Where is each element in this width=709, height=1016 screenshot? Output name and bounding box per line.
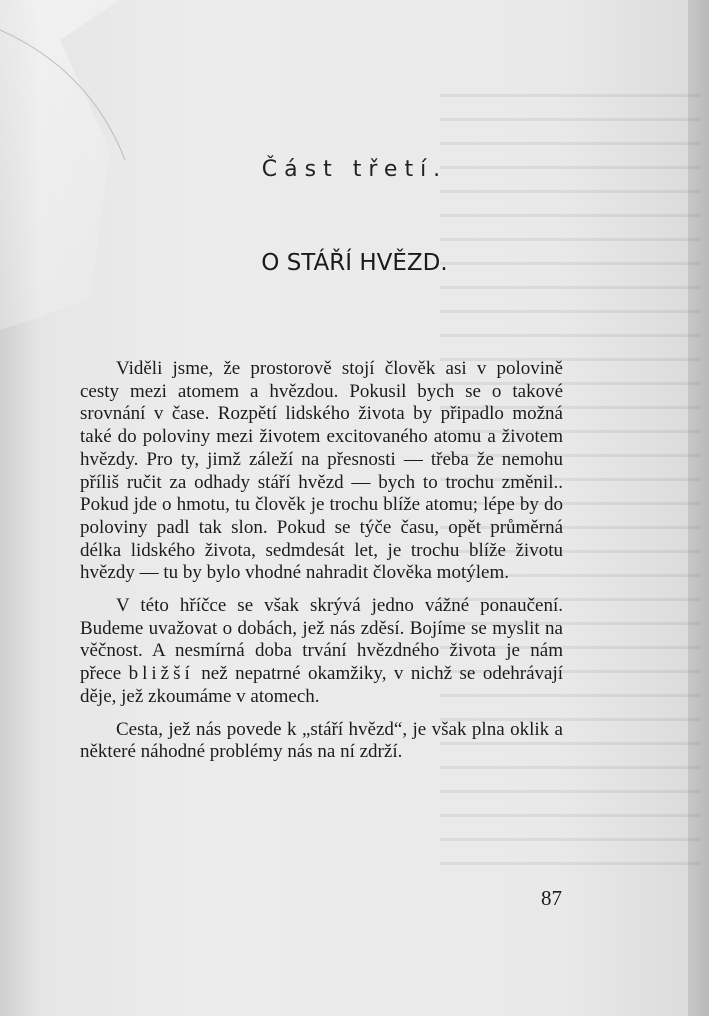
emphasized-word: bližší [128,663,194,685]
paragraph-2 [80,595,563,709]
paragraph-3: Cesta, jež nás povede k „stáří hvězd“, je však plna oklik a některé náhodné problémy nás na ní zdrží. [80,718,563,763]
section-title: Část třetí. [261,157,448,182]
paragraph-2-end: než nepatrné okamžiky, v nichž se odehrávají děje, jež zkoumáme v atomech. [80,663,564,707]
paragraph-1: Viděli jsme, že prostorově stojí člověk asi v polovině cesty mezi atomem a hvězdou. Pokusil bych se o takové srovnání v čase. Rozpětí lidského života by připadlo možná také do poloviny mezi životem excitovaného atomu a životem hvězdy. Pro ty, jimž záleží na přesnosti — třeba že nemohu příliš ručit za odhady stáří hvězd — bych to trochu změnil.. Pokud jde o hmotu, tu člověk je trochu blíže atomu; lépe by do poloviny padl tak slon. Pokud se týče času, opět průměrná délka lidského života, sedmdesát let, je trochu blíže životu hvězdy — tu by bylo vhodné nahradit člověka motýlem. [80,358,563,584]
chapter-title: O STÁŘÍ HVĚZD. [261,250,448,276]
body-text [80,358,563,764]
paragraph-2-start: V této hříčce se však skrývá jedno vážné ponaučení. Budeme uvažovat o dobách, jež nás zděsí. Bojíme se myslit na věčnost. A nesmírná doba trvání hvězdného života je nám přece [80,595,563,685]
page-number: 87 [541,886,562,910]
